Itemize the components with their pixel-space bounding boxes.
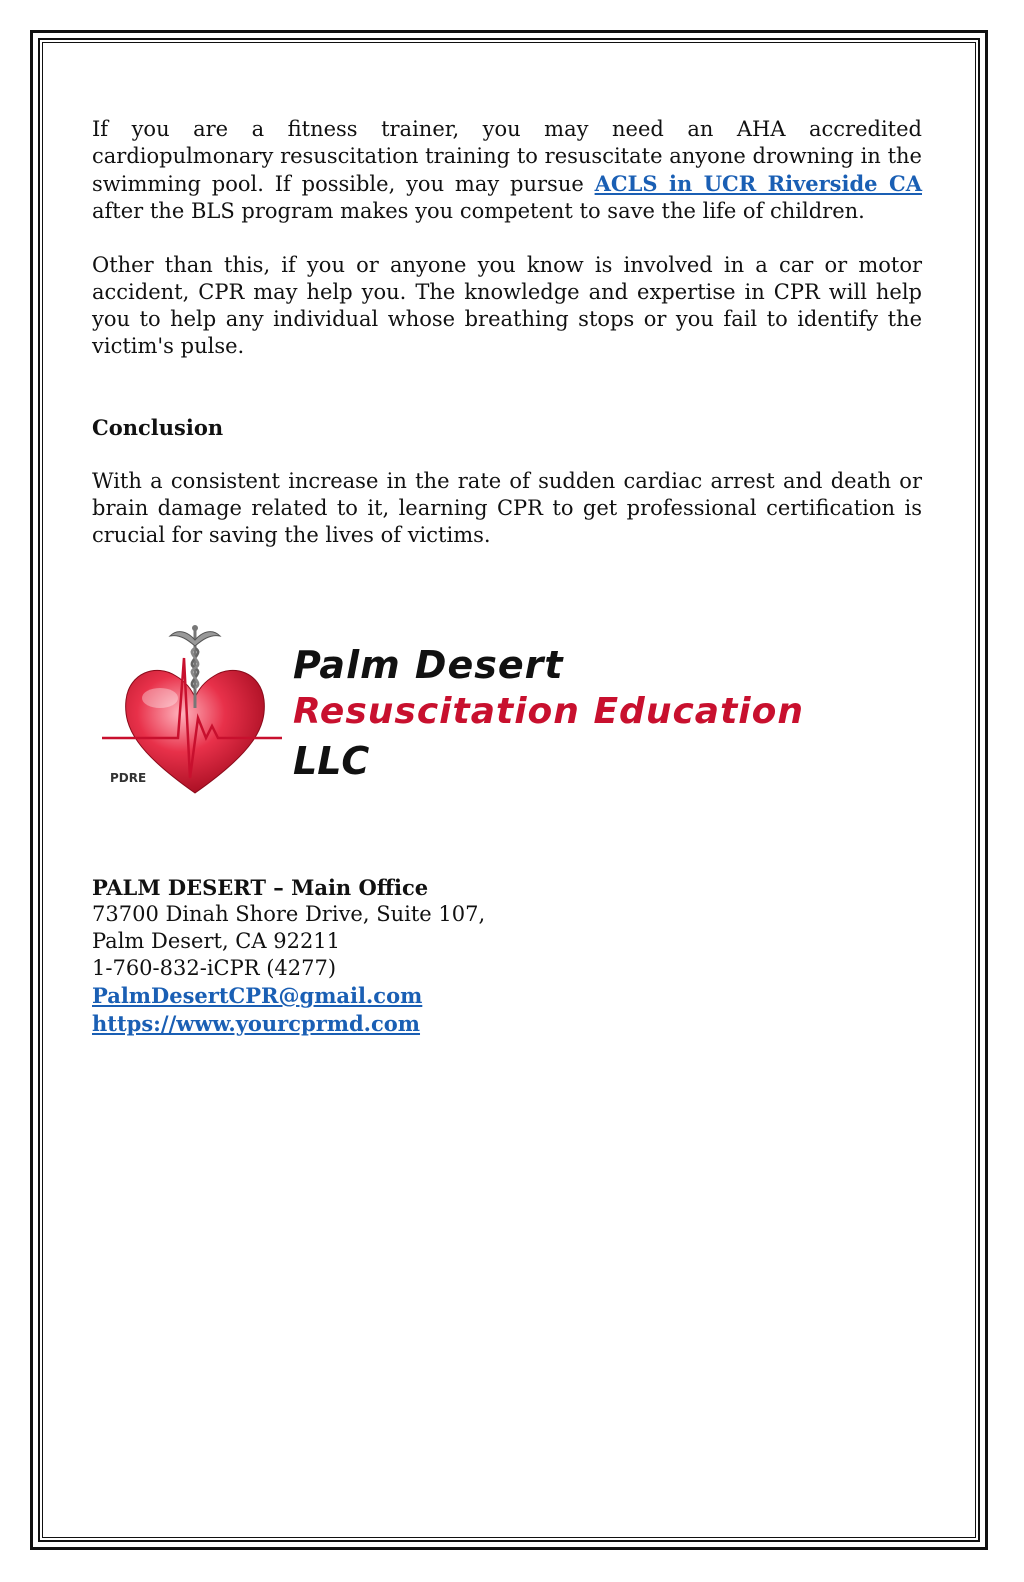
paragraph-text: after the BLS program makes you competent to save the life of children. [92,199,865,223]
paragraph-conclusion: With a consistent increase in the rate of sudden cardiac arrest and death or brain damage related to it, learning CPR to get professional certification is crucial for saving the lives of victims. [92,469,922,547]
logo-line-2: Resuscitation Education [293,691,804,732]
paragraph-text: If you are a fitness trainer, you may need an AHA accredited cardiopulmonary resuscitation training to resuscitate anyone drowning in the swimming pool. If possible, you may pursue [92,117,922,196]
heart-caduceus-icon [98,618,288,808]
conclusion-heading: Conclusion [92,415,224,440]
email-link[interactable]: PalmDesertCPR@gmail.com [92,983,423,1008]
logo-badge-text: PDRE [110,771,147,785]
acls-riverside-link[interactable]: ACLS in UCR Riverside CA [594,171,922,196]
contact-block [92,874,692,1038]
address-line-1: 73700 Dinah Shore Drive, Suite 107, [92,902,486,926]
paragraph-accident: Other than this, if you or anyone you know is involved in a car or motor accident, CPR may help you. The knowledge and expertise in CPR will help you to help any individual whose breathing stops or you fail to identify the victim's pulse. [92,253,922,358]
phone-number: 1-760-832-iCPR (4277) [92,956,337,980]
logo-line-1: Palm Desert [293,643,564,687]
document-body [92,116,922,549]
address-line-2: Palm Desert, CA 92211 [92,929,341,953]
pdre-logo [98,618,918,808]
office-title: PALM DESERT – Main Office [92,875,429,900]
paragraph-fitness-trainer [92,116,922,225]
website-link[interactable]: https://www.yourcprmd.com [92,1011,421,1036]
logo-line-3: LLC [293,739,370,783]
